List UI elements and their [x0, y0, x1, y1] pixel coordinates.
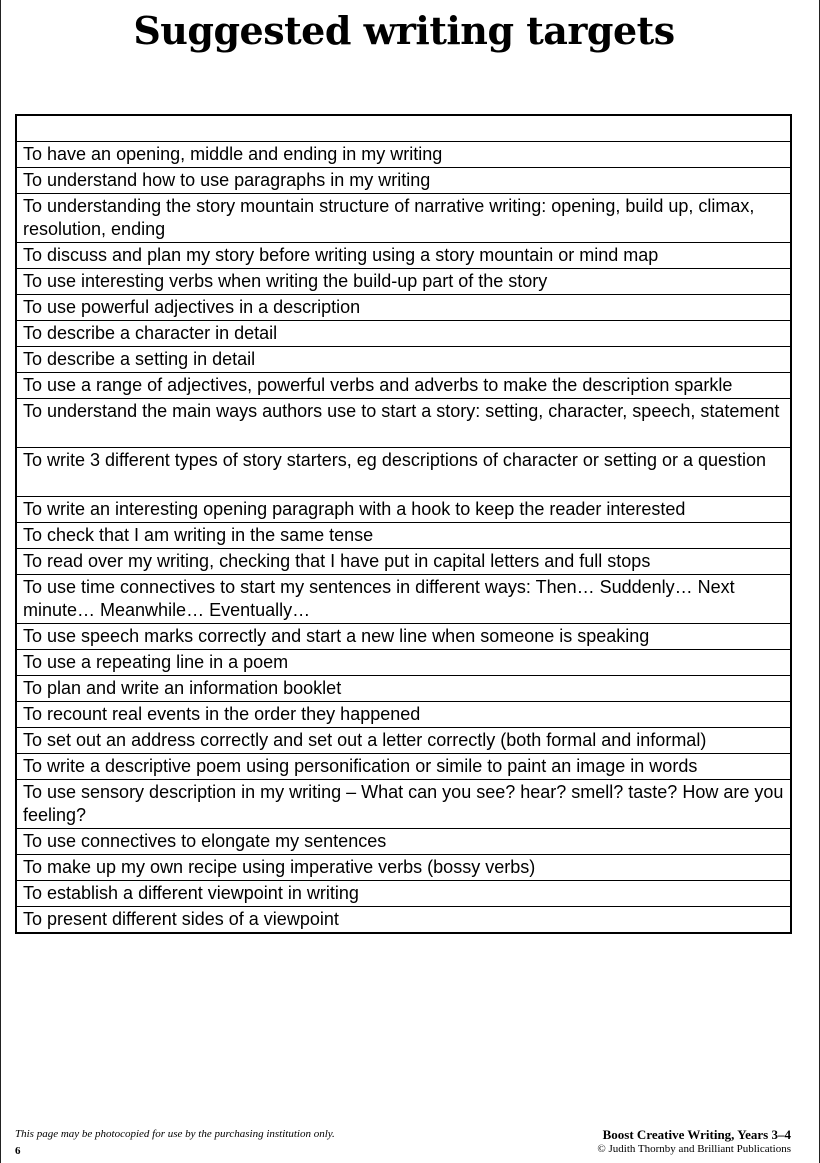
table-row	[16, 780, 791, 829]
target-text: To use sensory description in my writing – What can you see? hear? smell? taste? How are you feeling?	[16, 780, 791, 829]
target-text: To present different sides of a viewpoint	[16, 907, 791, 934]
target-text: To use interesting verbs when writing the build-up part of the story	[16, 269, 791, 295]
table-row	[16, 650, 791, 676]
table-row	[16, 295, 791, 321]
table-row	[16, 497, 791, 523]
table-row	[16, 907, 791, 934]
table-row	[16, 243, 791, 269]
table-row	[16, 676, 791, 702]
target-text: To describe a setting in detail	[16, 347, 791, 373]
target-text: To write an interesting opening paragraph with a hook to keep the reader interested	[16, 497, 791, 523]
target-text: To write a descriptive poem using personification or simile to paint an image in words	[16, 754, 791, 780]
page-number: 6	[15, 1145, 21, 1157]
target-text: To use a range of adjectives, powerful verbs and adverbs to make the description sparkle	[16, 373, 791, 399]
table-row	[16, 373, 791, 399]
target-text: To set out an address correctly and set out a letter correctly (both formal and informal)	[16, 728, 791, 754]
table-row	[16, 523, 791, 549]
target-text: To describe a character in detail	[16, 321, 791, 347]
writing-targets-table	[15, 114, 792, 934]
target-text: To read over my writing, checking that I have put in capital letters and full stops	[16, 549, 791, 575]
page-title: Suggested writing targets	[133, 8, 675, 53]
table-row	[16, 168, 791, 194]
target-text: To establish a different viewpoint in writing	[16, 881, 791, 907]
target-text: To have an opening, middle and ending in my writing	[16, 142, 791, 168]
target-text: To use powerful adjectives in a description	[16, 295, 791, 321]
table-row	[16, 549, 791, 575]
table-row	[16, 575, 791, 624]
target-text: To use a repeating line in a poem	[16, 650, 791, 676]
target-text: To use speech marks correctly and start a new line when someone is speaking	[16, 624, 791, 650]
table-row	[16, 855, 791, 881]
photocopy-note: This page may be photocopied for use by the purchasing institution only.	[15, 1128, 335, 1140]
target-text: To check that I am writing in the same tense	[16, 523, 791, 549]
target-text: To discuss and plan my story before writing using a story mountain or mind map	[16, 243, 791, 269]
book-title: Boost Creative Writing, Years 3–4	[602, 1127, 791, 1142]
target-text: To use connectives to elongate my sentences	[16, 829, 791, 855]
table-row	[16, 448, 791, 497]
table-row	[16, 269, 791, 295]
table-row	[16, 881, 791, 907]
table-row	[16, 142, 791, 168]
target-text: To make up my own recipe using imperative verbs (bossy verbs)	[16, 855, 791, 881]
table-row	[16, 829, 791, 855]
table-cell	[16, 115, 791, 142]
table-row	[16, 399, 791, 448]
table-row	[16, 624, 791, 650]
target-text: To understand how to use paragraphs in my writing	[16, 168, 791, 194]
table-row	[16, 347, 791, 373]
target-text: To understanding the story mountain structure of narrative writing: opening, build up, climax, resolution, ending	[16, 194, 791, 243]
target-text: To understand the main ways authors use to start a story: setting, character, speech, statement	[16, 399, 791, 448]
table-row	[16, 321, 791, 347]
target-text: To write 3 different types of story starters, eg descriptions of character or setting or a question	[16, 448, 791, 497]
table-header-blank-row	[16, 115, 791, 142]
table-row	[16, 754, 791, 780]
target-text: To recount real events in the order they happened	[16, 702, 791, 728]
copyright-line: © Judith Thornby and Brilliant Publications	[597, 1143, 791, 1155]
table-row	[16, 194, 791, 243]
table-row	[16, 728, 791, 754]
target-text: To use time connectives to start my sentences in different ways: Then… Suddenly… Next minute… Meanwhile… Eventually…	[16, 575, 791, 624]
footer-credits	[597, 1127, 791, 1155]
target-text: To plan and write an information booklet	[16, 676, 791, 702]
table-row	[16, 702, 791, 728]
